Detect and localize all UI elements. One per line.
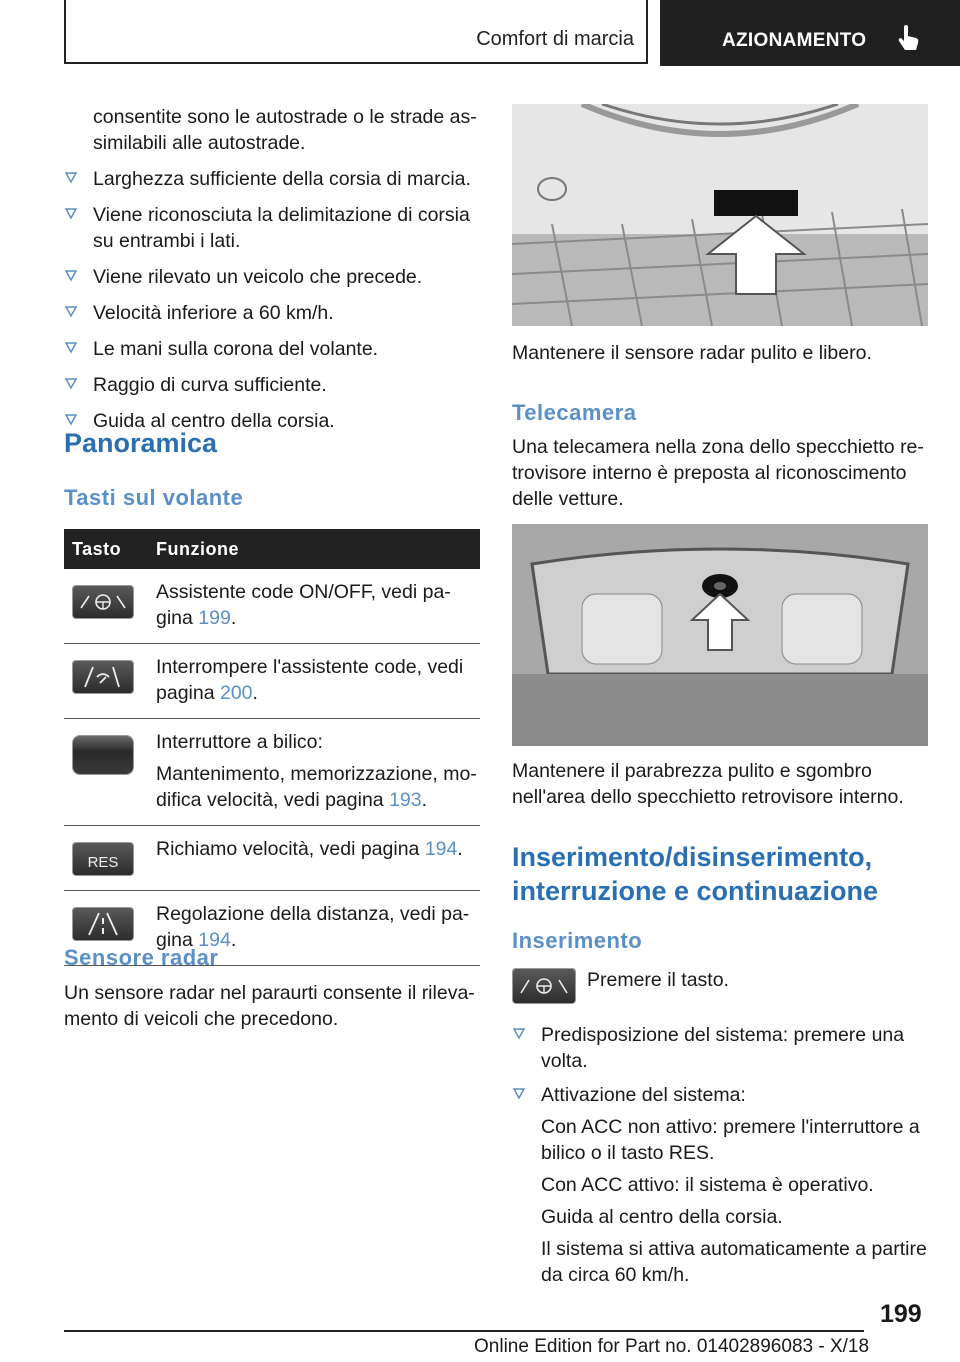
rocker-switch-icon [72, 735, 134, 775]
distance-adjust-icon [72, 907, 134, 941]
list-item: Attivazione del sistema: Con ACC non attivo: premere l'interruttore a bilico o il tasto RES. Con ACC attivo: il sistema è operativo. Guida al centro della corsia. Il sistema si attiva automaticamente a partire da circa 60 km/h. [512, 1082, 928, 1288]
list-item: Guida al centro della corsia. [64, 408, 480, 434]
page-link[interactable]: 199 [198, 607, 231, 629]
heading-panoramica: Panoramica [64, 428, 218, 458]
triangle-bullet-icon [64, 206, 78, 220]
column-header-function: Funzione [156, 529, 480, 569]
header-section-title: Comfort di marcia [476, 28, 634, 50]
condition-list [64, 166, 480, 434]
header-chapter-tab [660, 0, 960, 66]
camera-windshield-photo [512, 524, 928, 746]
table-row: Assistente code ON/OFF, vedi pagina 199. [64, 569, 480, 644]
table-row: RES Richiamo velocità, vedi pagina 194. [64, 826, 480, 891]
triangle-bullet-icon [64, 412, 78, 426]
radar-sensor-photo [512, 104, 928, 326]
list-item: Raggio di curva sufficiente. [64, 372, 480, 398]
triangle-bullet-icon [64, 170, 78, 184]
radar-text: Un sensore radar nel paraurti consente il rilevamento di veicoli che precedono. [64, 982, 475, 1030]
triangle-bullet-icon [64, 304, 78, 318]
heading-inserimento-disinserimento: Inserimento/disinserimento, interruzione e continuazione [512, 842, 879, 906]
table-row: Regolazione della distanza, vedi pagina 194. [64, 891, 480, 966]
acc-steering-icon [512, 968, 576, 1004]
page-link[interactable]: 194 [424, 838, 458, 860]
heading-tasti-sul-volante: Tasti sul volante [64, 485, 244, 510]
pointing-hand-icon [896, 24, 922, 57]
acc-steering-icon [72, 585, 134, 619]
page-link[interactable]: 200 [219, 682, 253, 704]
triangle-bullet-icon [64, 268, 78, 282]
table-row: Interruttore a bilico: Mantenimento, memorizzazione, modifica velocità, vedi pagina 193. [64, 719, 480, 826]
press-key-text: Premere il tasto. [587, 969, 729, 991]
column-header-key: Tasto [64, 529, 156, 569]
radar-caption: Mantenere il sensore radar pulito e libero. [512, 342, 872, 364]
triangle-bullet-icon [512, 1086, 526, 1100]
heading-telecamera: Telecamera [512, 400, 637, 425]
steering-buttons-table [64, 529, 480, 966]
footer-rule [64, 1330, 864, 1332]
intro-text: consentite sono le autostrade o le strade assimilabili alle autostrade. [93, 106, 477, 154]
page-link[interactable]: 193 [389, 789, 422, 811]
list-item: Le mani sulla corona del volante. [64, 336, 480, 362]
list-item: Velocità inferiore a 60 km/h. [64, 300, 480, 326]
activation-list [512, 1022, 928, 1288]
list-item: Larghezza sufficiente della corsia di marcia. [64, 166, 480, 192]
triangle-bullet-icon [64, 376, 78, 390]
heading-inserimento: Inserimento [512, 928, 643, 953]
camera-caption: Mantenere il parabrezza pulito e sgombro nell'area dello specchietto retrovisore interno. [512, 760, 904, 808]
list-item: Viene riconosciuta la delimitazione di corsia su entrambi i lati. [64, 202, 480, 254]
traffic-jam-interrupt-icon [72, 660, 134, 694]
edition-text: Online Edition for Part no. 01402896083 - X/18 [474, 1336, 870, 1357]
triangle-bullet-icon [512, 1026, 526, 1040]
res-button-icon: RES [72, 842, 134, 876]
heading-sensore-radar: Sensore radar [64, 945, 219, 970]
triangle-bullet-icon [64, 340, 78, 354]
table-row: Interrompere l'assistente code, vedi pagina 200. [64, 644, 480, 719]
camera-text: Una telecamera nella zona dello specchietto retrovisore interno è preposta al riconoscimento delle vetture. [512, 436, 924, 510]
page-number: 199 [880, 1300, 922, 1328]
activation-subtext: Con ACC non attivo: premere l'interruttore a bilico o il tasto RES. Con ACC attivo: il sistema è operativo. Guida al centro della corsia. Il sistema si attiva automaticamente a partire da circa 60 km/h. [541, 1116, 927, 1286]
chapter-title: AZIONAMENTO [722, 30, 867, 51]
page-link[interactable]: 194 [198, 929, 231, 951]
list-item: Viene rilevato un veicolo che precede. [64, 264, 480, 290]
list-item: Predisposizione del sistema: premere una volta. [512, 1022, 928, 1074]
